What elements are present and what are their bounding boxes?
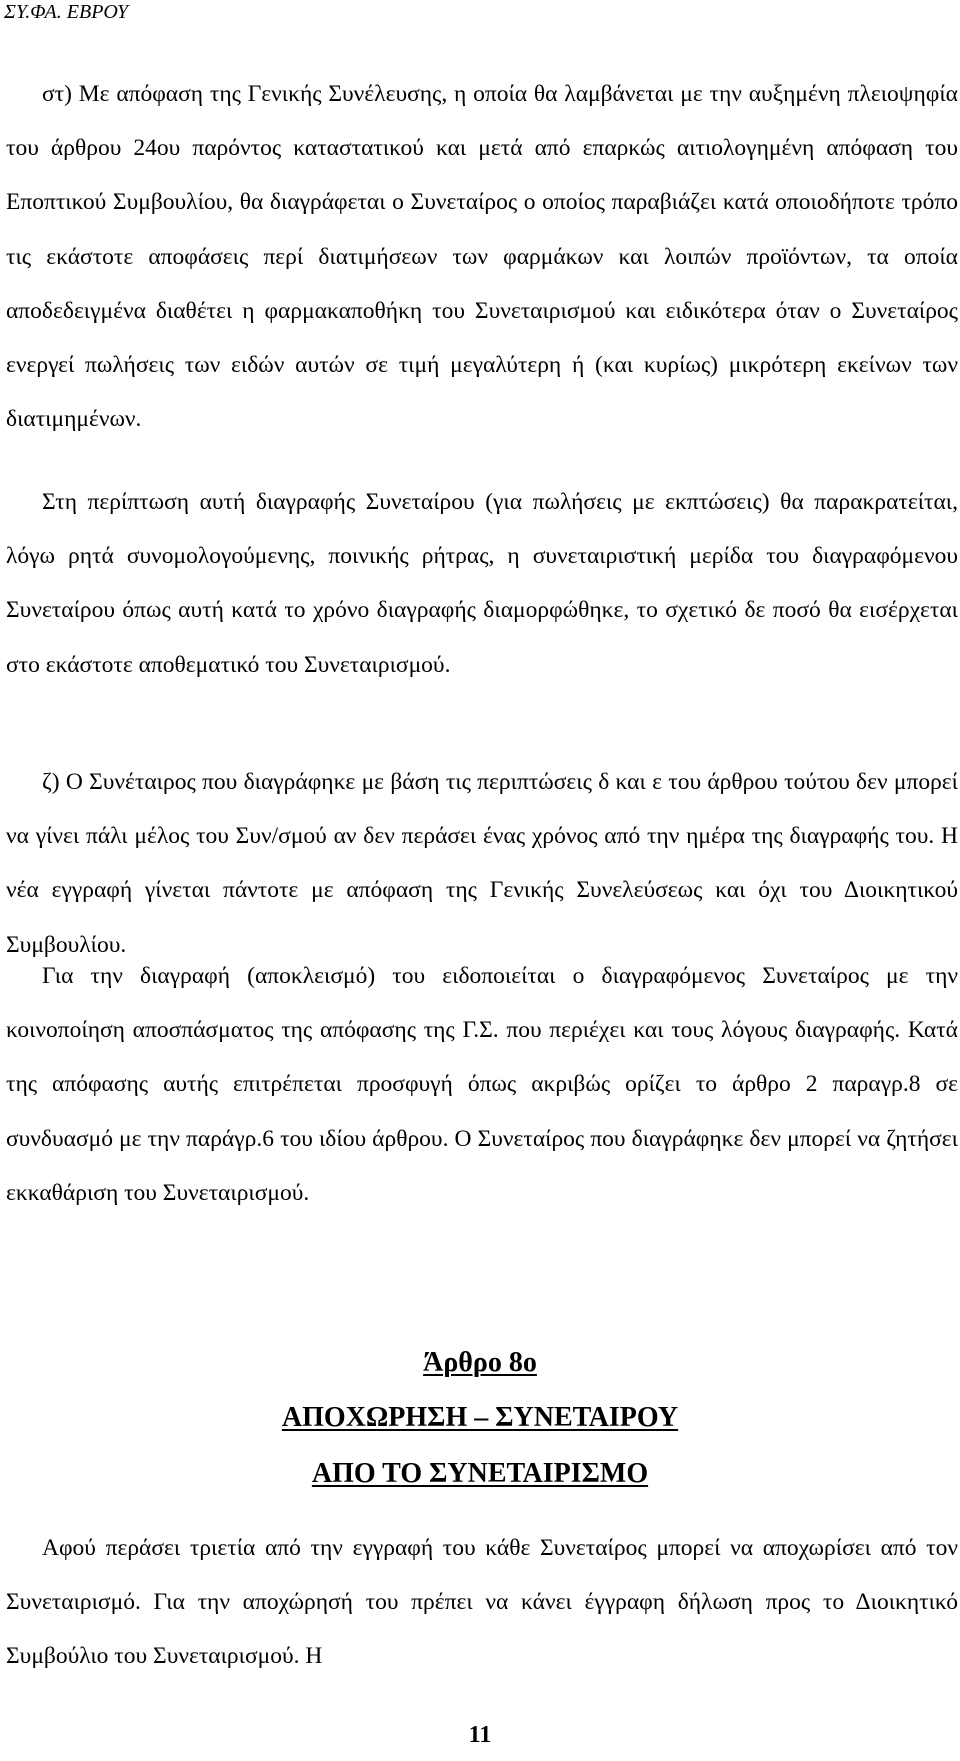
paragraph-notification [6,949,958,1220]
paragraph-text: στ) Με απόφαση της Γενικής Συνέλευσης, η οποία θα λαμβάνεται με την αυξημένη πλειοψηφία του άρθρου 24ου παρόντος καταστατικού και μετά από επαρκώς αιτιολογημένη απόφαση του Εποπτικού Συμβουλίου, θα διαγράφεται ο Συνεταίρος ο οποίος παραβιάζει κατά οποιοδήποτε τρόπο τις εκάστοτε αποφάσεις περί διατιμήσεων των φαρμάκων και λοιπών προϊόντων, τα οποία αποδεδειγμένα διαθέτει η φαρμακαποθήκη του Συνεταιρισμού και ειδικότερα όταν ο Συνεταίρος ενεργεί πωλήσεις των ειδών αυτών σε τιμή μεγαλύτερη ή (και κυρίως) μικρότερη εκείνων των διατιμημένων. [6,81,958,433]
running-header: ΣΥ.ΦΑ. ΕΒΡΟΥ [4,1,129,23]
paragraph-penalty-clause [6,475,958,692]
article-title-line-1: ΑΠΟΧΩΡΗΣΗ – ΣΥΝΕΤΑΙΡΟΥ [281,1402,679,1433]
paragraph-text: Στη περίπτωση αυτή διαγραφής Συνεταίρου (για πωλήσεις με εκπτώσεις) θα παρακρατείται, λόγω ρητά συνομολογούμενης, ποινικής ρήτρας, η συνεταιριστική μερίδα του διαγραφόμενου Συνεταίρου όπως αυτή κατά το χρόνο διαγραφής διαμορφώθηκε, το σχετικό δε ποσό θα εισέρχεται στο εκάστοτε αποθεματικό του Συνεταιρισμού. [6,489,958,678]
paragraph-text: Για την διαγραφή (αποκλεισμό) του ειδοποιείται ο διαγραφόμενος Συνεταίρος με την κοινοποίηση αποσπάσματος της απόφασης της Γ.Σ. που περιέχει και τους λόγους διαγραφής. Κατά της απόφασης αυτής επιτρέπεται προσφυγή όπως ακριβώς ορίζει το άρθρο 2 παραγρ.8 σε συνδυασμό με την παράγρ.6 του ιδίου άρθρου. Ο Συνεταίρος που διαγράφηκε δεν μπορεί να ζητήσει εκκαθάριση του Συνεταιρισμού. [6,963,958,1206]
paragraph-st [6,67,958,446]
article-number-heading: Άρθρο 8ο [423,1347,537,1378]
paragraph-text: ζ) Ο Συνέταιρος που διαγράφηκε με βάση τις περιπτώσεις δ και ε του άρθρου τούτου δεν μπορεί να γίνει πάλι μέλος του Συν/σμού αν δεν περάσει ένας χρόνος από την ημέρα της διαγραφής του. Η νέα εγγραφή γίνεται πάντοτε με απόφαση της Γενικής Συνελεύσεως και όχι του Διοικητικού Συμβουλίου. [6,769,958,958]
article-title-line-2: ΑΠΟ ΤΟ ΣΥΝΕΤΑΙΡΙΣΜΟ [311,1458,649,1489]
page-number: 11 [468,1722,492,1748]
paragraph-z [6,755,958,972]
article-paragraph [6,1521,958,1684]
paragraph-text: Αφού περάσει τριετία από την εγγραφή του κάθε Συνεταίρος μπορεί να αποχωρίσει από τον Συνεταιρισμό. Για την αποχώρησή του πρέπει να κάνει έγγραφη δήλωση προς το Διοικητικό Συμβούλιο του Συνεταιρισμού. Η [6,1535,958,1670]
